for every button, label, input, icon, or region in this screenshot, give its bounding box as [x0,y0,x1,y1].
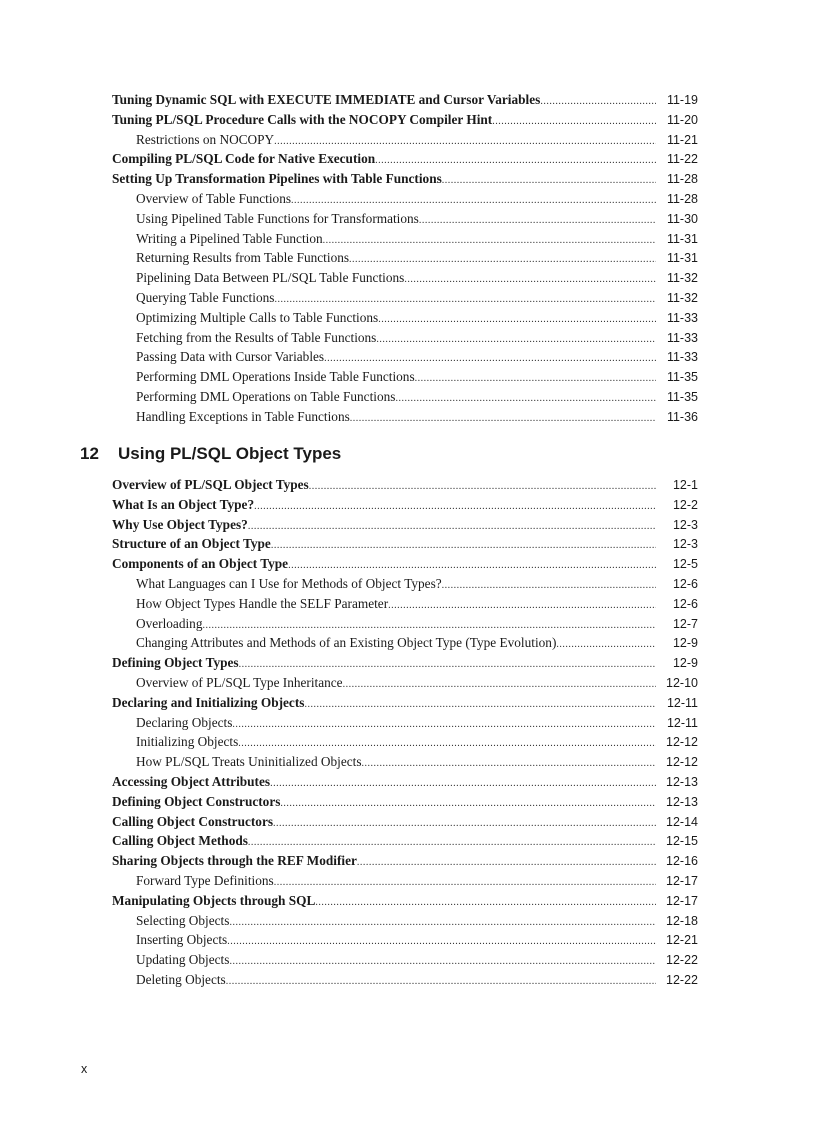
toc-entry-page[interactable]: 11-28 [666,191,698,206]
toc-entry[interactable] [112,673,698,693]
toc-entry[interactable] [112,534,698,554]
toc-entry-title[interactable]: Forward Type Definitions [136,872,274,888]
toc-entry[interactable] [112,732,698,752]
toc-entry-page[interactable]: 12-9 [672,636,698,651]
toc-entry-page[interactable]: 12-18 [666,913,698,928]
toc-entry-page[interactable]: 12-11 [666,715,698,730]
toc-entry-title[interactable]: What Is an Object Type? [112,496,255,512]
dot-leader [229,913,656,933]
dot-leader [419,211,656,231]
toc-entry[interactable] [112,653,698,673]
toc-entry[interactable] [112,851,698,871]
toc-entry-title[interactable]: Updating Objects [136,952,230,968]
toc-entry-title[interactable]: Pipelining Data Between PL/SQL Table Functions [136,270,405,286]
dot-leader [350,409,656,429]
dot-leader [442,576,656,596]
toc-entry-page[interactable]: 12-6 [672,596,698,611]
dot-leader [227,932,656,952]
toc-entry-page[interactable]: 12-6 [672,576,698,591]
dot-leader [280,794,656,814]
toc-entry-page[interactable]: 12-2 [672,497,698,512]
toc-entry-page[interactable]: 11-30 [666,211,698,226]
toc-entry[interactable] [112,633,698,653]
toc-entry[interactable] [112,308,698,328]
toc-entry-title[interactable]: Optimizing Multiple Calls to Table Functions [136,309,379,325]
toc-entry-page[interactable]: 11-31 [666,251,698,266]
toc-entry-title[interactable]: Setting Up Transformation Pipelines with Table Functions [112,171,442,187]
toc-entry-page[interactable]: 12-12 [666,735,698,750]
chapter-heading[interactable] [80,444,341,464]
toc-entry-title[interactable]: Passing Data with Cursor Variables [136,349,325,365]
dot-leader [388,596,656,616]
toc-entry-page[interactable]: 12-21 [666,933,698,948]
toc-entry-title[interactable]: Selecting Objects [136,912,230,928]
toc-entry[interactable] [112,911,698,931]
toc-entry-page[interactable]: 11-32 [666,271,698,286]
toc-entry[interactable] [112,891,698,911]
chapter-title: Using PL/SQL Object Types [118,444,342,463]
dot-leader [226,972,656,992]
toc-entry-page[interactable]: 12-17 [666,873,698,888]
toc-entry-title[interactable]: Initializing Objects [136,734,239,750]
toc-entry[interactable] [112,367,698,387]
toc-entry-page[interactable]: 12-22 [666,972,698,987]
dot-leader [540,92,656,112]
toc-entry-title[interactable]: Structure of an Object Type [112,536,271,552]
toc-entry-title[interactable]: Handling Exceptions in Table Functions [136,408,350,424]
toc-chapter-list [112,475,698,990]
dot-leader [362,754,656,774]
toc-entry-page[interactable]: 12-12 [666,755,698,770]
toc-entry-page[interactable]: 12-17 [666,893,698,908]
toc-entry-title[interactable]: Changing Attributes and Methods of an Existing Object Type (Type Evolution) [136,635,557,651]
toc-entry-title[interactable]: Overview of Table Functions [136,190,292,206]
toc-entry-title[interactable]: How Object Types Handle the SELF Parameter [136,595,389,611]
toc-entry-title[interactable]: Using Pipelined Table Functions for Transformations [136,210,419,226]
toc-entry-page[interactable]: 12-9 [672,656,698,671]
toc-entry-title[interactable]: Fetching from the Results of Table Functions [136,329,377,345]
dot-leader [404,270,656,290]
toc-entry-page[interactable]: 12-15 [666,834,698,849]
toc-entry-page[interactable]: 11-20 [666,112,698,127]
toc-entry-title[interactable]: Deleting Objects [136,971,226,987]
toc-entry-title[interactable]: What Languages can I Use for Methods of Object Types? [136,575,442,591]
toc-entry[interactable] [112,189,698,209]
dot-leader [274,873,656,893]
toc-entry-title[interactable]: Performing DML Operations on Table Functions [136,388,396,404]
toc-entry[interactable] [112,387,698,407]
toc-entry[interactable] [112,209,698,229]
toc-entry-title[interactable]: Querying Table Functions [136,289,275,305]
toc-entry-page[interactable]: 11-31 [666,231,698,246]
dot-leader [270,774,656,794]
toc-entry-page[interactable]: 12-1 [672,478,698,492]
toc-entry-title[interactable]: Writing a Pipelined Table Function [136,230,323,246]
toc-entry-page[interactable]: 11-33 [666,310,698,325]
toc-entry-title[interactable]: Overview of PL/SQL Object Types [112,477,309,492]
toc-entry-title[interactable]: Sharing Objects through the REF Modifier [112,853,357,869]
toc-entry[interactable] [112,515,698,535]
toc-continued-list [112,90,698,427]
dot-leader [254,497,656,517]
toc-entry-title[interactable]: Components of an Object Type [112,556,289,572]
toc-entry[interactable] [112,812,698,832]
toc-entry[interactable] [112,229,698,249]
toc-entry[interactable] [112,475,698,495]
toc-entry[interactable] [112,554,698,574]
toc-entry-title[interactable]: Restrictions on NOCOPY [136,131,275,147]
chapter-number: 12 [80,444,99,463]
toc-entry[interactable] [112,248,698,268]
toc-entry[interactable] [112,169,698,189]
toc-entry[interactable] [112,407,698,427]
toc-entry[interactable] [112,831,698,851]
toc-entry-page[interactable]: 12-22 [666,953,698,968]
toc-entry-page[interactable]: 12-16 [666,854,698,869]
toc-entry-title[interactable]: Why Use Object Types? [112,516,248,532]
dot-leader [556,635,656,655]
toc-entry[interactable] [112,693,698,713]
toc-entry[interactable] [112,288,698,308]
dot-leader [273,814,656,834]
toc-entry[interactable] [112,792,698,812]
toc-entry[interactable] [112,574,698,594]
toc-entry[interactable] [112,495,698,515]
dot-leader [395,389,656,409]
dot-leader [271,536,656,556]
toc-entry-page[interactable]: 12-11 [666,695,698,710]
dot-leader [232,715,656,735]
toc-entry[interactable] [112,950,698,970]
page-number-footer: x [81,1062,88,1076]
toc-entry[interactable] [112,772,698,792]
toc-entry-title[interactable]: Overview of PL/SQL Type Inheritance [136,674,343,690]
toc-entry-title[interactable]: Inserting Objects [136,932,228,948]
toc-entry-title[interactable]: Calling Object Methods [112,833,248,849]
toc-entry[interactable] [112,713,698,733]
toc-entry-title[interactable]: Defining Object Types [112,655,239,671]
toc-entry[interactable] [112,930,698,950]
toc-entry[interactable] [112,970,698,990]
toc-entry[interactable] [112,90,698,110]
toc-entry-page[interactable]: 12-3 [672,537,698,552]
toc-entry-title[interactable]: How PL/SQL Treats Uninitialized Objects [136,754,362,770]
dot-leader [378,310,656,330]
dot-leader [442,171,656,191]
toc-entry-page[interactable]: 12-14 [666,814,698,829]
toc-entry-page[interactable]: 11-35 [666,389,698,404]
toc-entry[interactable] [112,149,698,169]
toc-entry-title[interactable]: Tuning PL/SQL Procedure Calls with the NOCOPY Compiler Hint [112,111,493,127]
toc-entry-page[interactable]: 11-22 [666,152,698,167]
toc-entry-page[interactable]: 11-19 [666,93,698,107]
toc-entry-title[interactable]: Performing DML Operations Inside Table Functions [136,369,415,385]
toc-entry-page[interactable]: 11-33 [666,350,698,365]
toc-entry-title[interactable]: Declaring Objects [136,714,233,730]
toc-entry-page[interactable]: 11-33 [666,330,698,345]
toc-entry-title[interactable]: Defining Object Constructors [112,793,281,809]
toc-entry-title[interactable]: Manipulating Objects through SQL [112,892,316,908]
toc-entry-page[interactable]: 11-35 [666,370,698,385]
dot-leader [248,517,656,537]
toc-entry[interactable] [112,752,698,772]
dot-leader [315,893,656,913]
toc-entry-title[interactable]: Overloading [136,615,203,631]
toc-entry[interactable] [112,130,698,150]
toc-entry-title[interactable]: Declaring and Initializing Objects [112,694,305,710]
dot-leader [376,330,656,350]
dot-leader [492,112,656,132]
toc-entry[interactable] [112,347,698,367]
toc-entry-title[interactable]: Returning Results from Table Functions [136,250,350,266]
dot-leader [415,369,656,389]
toc-entry-page[interactable]: 12-13 [666,774,698,789]
toc-entry-title[interactable]: Tuning Dynamic SQL with EXECUTE IMMEDIATE and Cursor Variables [112,92,541,107]
toc-entry[interactable] [112,268,698,288]
dot-leader [357,853,656,873]
dot-leader [323,231,656,251]
dot-leader [343,675,656,695]
toc-entry-page[interactable]: 12-5 [672,557,698,572]
toc-entry-title[interactable]: Accessing Object Attributes [112,773,271,789]
dot-leader [304,695,656,715]
toc-entry-page[interactable]: 12-3 [672,517,698,532]
toc-entry-page[interactable]: 11-28 [666,172,698,187]
toc-entry[interactable] [112,871,698,891]
toc-entry[interactable] [112,110,698,130]
toc-entry-title[interactable]: Calling Object Constructors [112,813,274,829]
toc-entry-title[interactable]: Compiling PL/SQL Code for Native Execution [112,151,376,167]
toc-entry-page[interactable]: 12-10 [666,675,698,690]
toc-entry[interactable] [112,328,698,348]
toc-entry-page[interactable]: 11-32 [666,290,698,305]
toc-entry-page[interactable]: 11-21 [666,132,698,147]
toc-entry[interactable] [112,614,698,634]
dot-leader [309,477,656,497]
toc-entry-page[interactable]: 12-7 [672,616,698,631]
toc-entry-page[interactable]: 12-13 [666,794,698,809]
dot-leader [229,952,656,972]
toc-entry[interactable] [112,594,698,614]
toc-entry-page[interactable]: 11-36 [666,409,698,424]
